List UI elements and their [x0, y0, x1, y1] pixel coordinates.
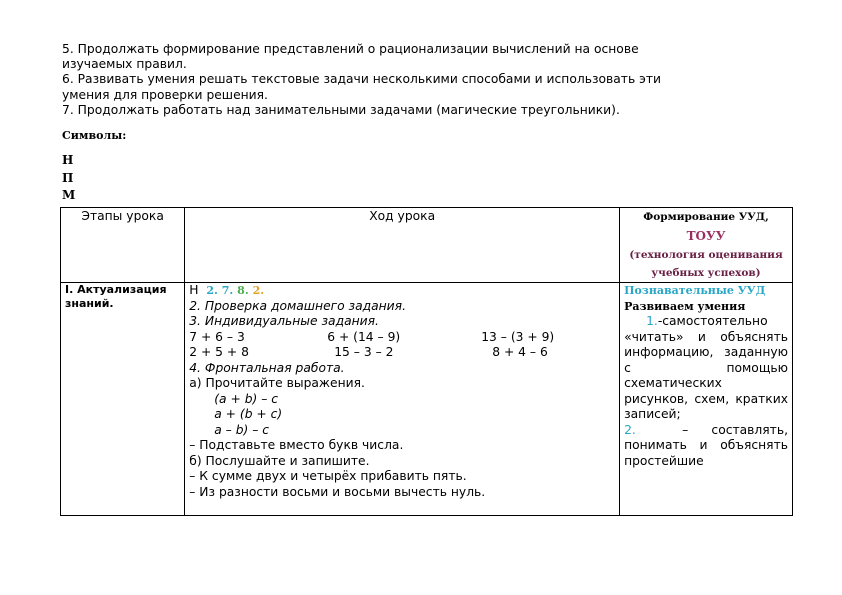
objective-5-line-2: изучаемых правил. [62, 57, 187, 72]
course-individual-tasks: 3. Индивидуальные задания. [189, 314, 379, 328]
objective-5-line-1: 5. Продолжать формирование представлений о рационализации вычислений на основе [62, 42, 639, 56]
symbol-n: Н [62, 153, 74, 167]
uud-subtitle: Развиваем умения [624, 299, 746, 313]
header-uud-title: Формирование УУД, [643, 211, 769, 223]
symbol-p: П [62, 171, 74, 185]
uud-skill-2-text: – составлять, понимать и объяснять простейшие [624, 422, 788, 468]
header-uud [620, 208, 793, 283]
course-cell [185, 283, 620, 516]
uud-cell [620, 283, 793, 516]
course-read-expressions: а) Прочитайте выражения. [189, 376, 365, 390]
stage-cell: I. Актуализация знаний. [61, 283, 185, 516]
expression-row-1 [189, 330, 615, 346]
digit-2: 7 [221, 284, 230, 297]
objective-6-line-2: умения для проверки решения. [62, 87, 268, 102]
expression: 7 + 6 – 3 [189, 329, 245, 344]
objective-7: 7. Продолжать работать над занимательными задачами (магические треугольники). [62, 102, 620, 117]
course-prefix: Н [189, 283, 199, 297]
expression: 15 – 3 – 2 [334, 345, 394, 359]
expression-row-2 [189, 345, 615, 361]
uud-skill-1-text: -самостоятельно «читать» и объяснять информацию, заданную с помощью схематических рисунков, схем, кратких записей; [624, 314, 788, 421]
digit-1: 2 [206, 284, 214, 297]
objective-6-line-1: 6. Развивать умения решать текстовые задачи несколькими способами и использовать эти [62, 72, 662, 87]
expression: 8 + 4 – 6 [492, 345, 548, 359]
expression-c: a – b) – c [214, 422, 270, 437]
course-task-difference: – Из разности восьми и восьми вычесть нуль. [189, 484, 486, 499]
symbol-m: М [62, 188, 76, 202]
table-header-row [61, 208, 793, 283]
lesson-table [60, 207, 793, 516]
expression: 13 – (3 + 9) [481, 329, 555, 344]
expression: 2 + 5 + 8 [189, 345, 249, 359]
header-touu-sub2: учебных успехов) [651, 267, 761, 279]
table-row [61, 283, 793, 516]
symbols-heading: Символы: [62, 129, 127, 142]
uud-skill-1 [624, 314, 788, 423]
lesson-objectives [62, 42, 792, 118]
uud-skill-1-number: 1. [646, 314, 658, 328]
digit-4: 2 [252, 284, 261, 297]
header-touu: ТОУУ [686, 229, 726, 243]
course-listen-write: б) Послушайте и запишите. [189, 453, 370, 468]
header-touu-sub1: (технология оценивания [629, 249, 783, 261]
digit-3: 8 [237, 284, 245, 297]
expression-a: (a + b) – c [214, 391, 279, 406]
header-course: Ход урока [185, 208, 620, 283]
uud-skill-2-number: 2. [624, 422, 636, 437]
course-task-sum: – К сумме двух и четырёх прибавить пять. [189, 469, 467, 483]
uud-skill-2 [624, 423, 788, 470]
expression-b: a + (b + c) [214, 407, 283, 421]
course-line-1: Н 2. 7. 8. 2. [189, 283, 265, 297]
course-substitute: – Подставьте вместо букв числа. [189, 438, 404, 452]
course-frontal-work: 4. Фронтальная работа. [189, 360, 345, 375]
header-stages: Этапы урока [61, 208, 185, 283]
expression: 6 + (14 – 9) [327, 329, 401, 344]
uud-title: Познавательные УУД [624, 284, 766, 297]
course-homework-check: 2. Проверка домашнего задания. [189, 298, 406, 313]
